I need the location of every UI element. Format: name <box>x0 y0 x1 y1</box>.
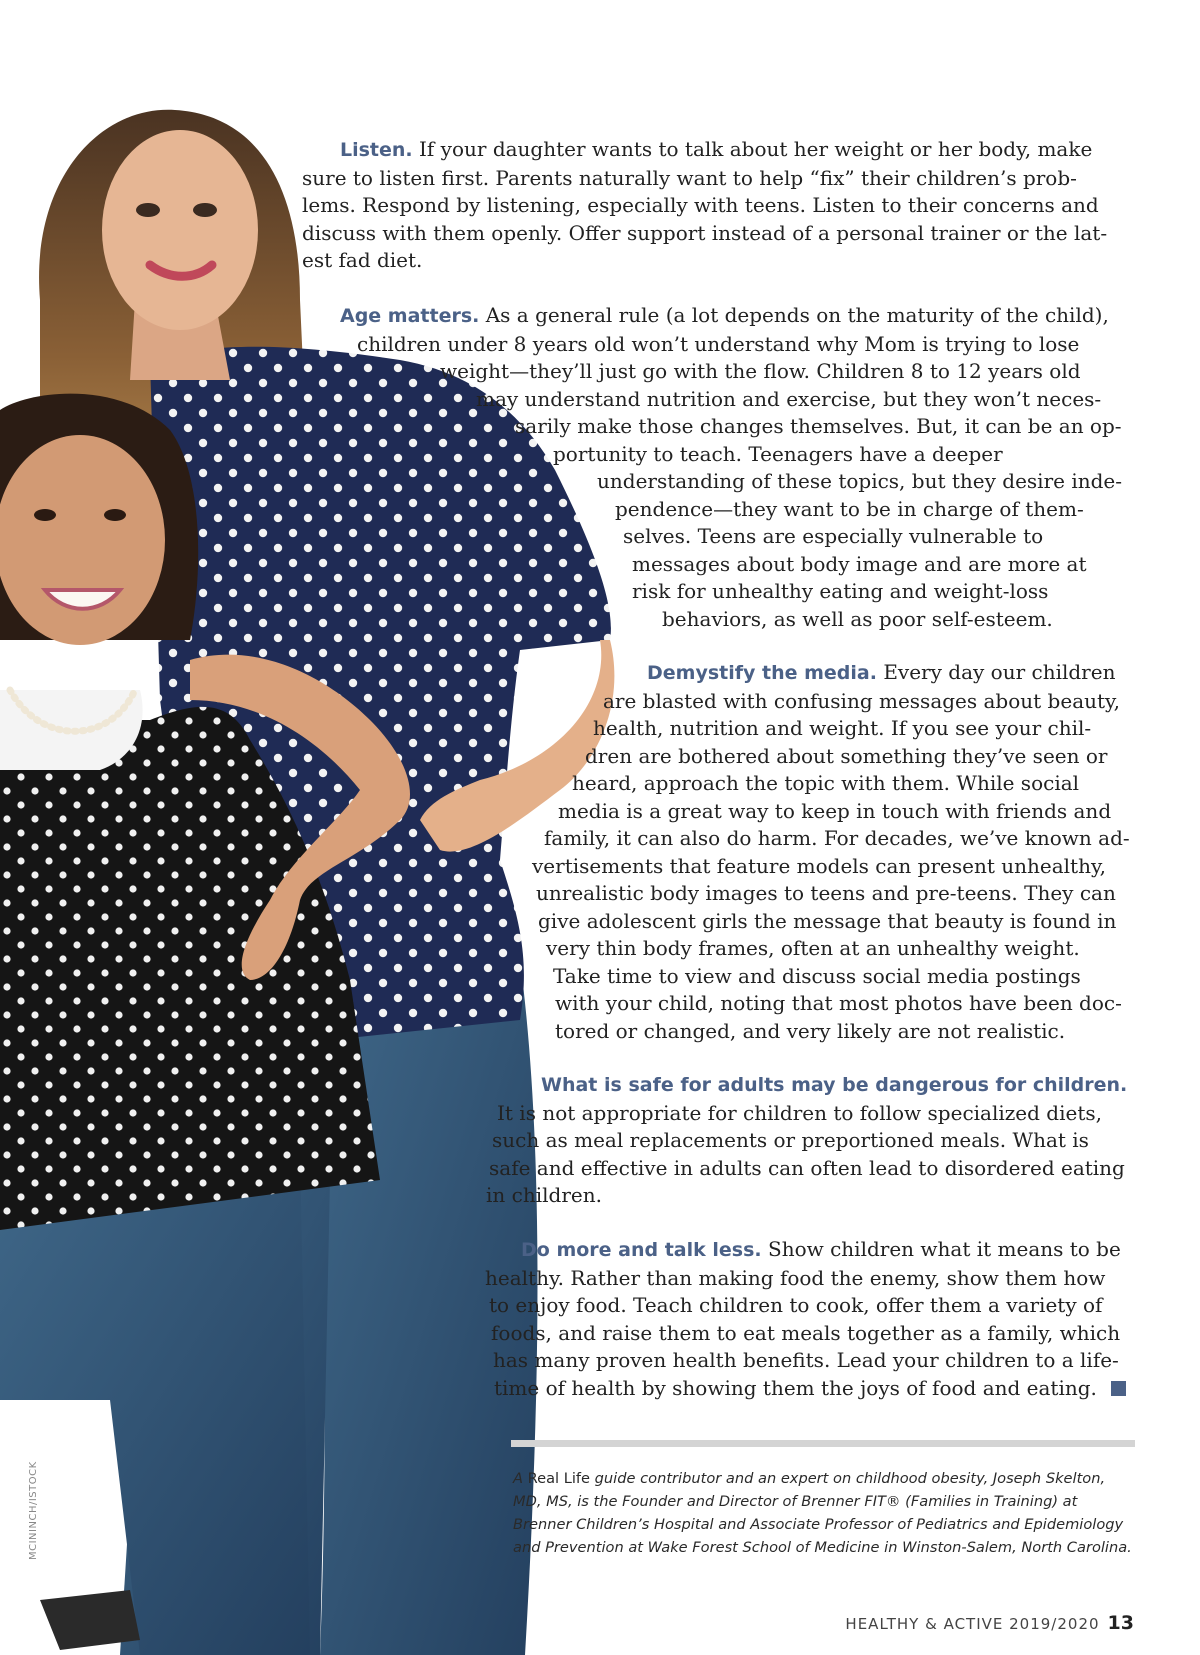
heading-do-more-talk-less: Do more and talk less. <box>521 1239 762 1261</box>
end-of-article-square-icon <box>1111 1381 1126 1396</box>
paragraph-do-more-talk-less: Do more and talk less. Show children what it means to be healthy. Rather than making food the enemy, show them how to enjoy food. Teach children to cook, offer them a variety of foods, and raise them to eat meals together as a family, which has many proven health benefits. Lead your children to a life- time of health by showing them the joys of food and eating. <box>0 1236 1126 1402</box>
heading-listen: Listen. <box>340 139 413 161</box>
paragraph-age-matters: Age matters. As a general rule (a lot depends on the maturity of the child), children under 8 years old won’t understand why Mom is trying to lose weight—they’ll just go with the flow. Children 8 to 12 years old may understand nutrition and exercise, but they won’t neces- sarily make those changes themselves. But, it can be an op- portunity to teach. Teenagers have a deeper understanding of these topics, but they desire inde- pendence—they want to be in charge of them- selves. Teens are especially vulnerable to messages about body image and are more at risk for unhealthy eating and weight-loss behaviors, as well as poor self-esteem. <box>340 303 1122 631</box>
paragraph-demystify-media: Demystify the media. Every day our children are blasted with confusing messages about beauty, health, nutrition and weight. If you see your chil- dren are bothered about something they’ve seen or heard, approach the topic with them. While social media is a great way to keep in touch with friends and family, it can also do harm. For decades, we’ve known ad- vertisements that feature models can present unhealthy, unrealistic body images to teens and pre-teens. They can give adolescent girls the message that beauty is found in very thin body frames, often at an unhealthy weight. Take time to view and discuss social media postings with your child, noting that most photos have been doc- tored or changed, and very likely are not realistic. <box>532 660 1130 1043</box>
heading-demystify-media: Demystify the media. <box>647 662 877 684</box>
paragraph-listen: Listen. If your daughter wants to talk about her weight or her body, make sure to listen first. Parents naturally want to help “fix” their children’s prob- lems. Respond by listening, especially with teens. Listen to their concerns and discuss with them openly. Offer support instead of a personal trainer or the lat- est fad diet. <box>302 137 1108 272</box>
page-folio <box>845 1612 1134 1634</box>
page-number: 13 <box>1107 1612 1134 1634</box>
heading-age-matters: Age matters. <box>340 305 480 327</box>
paragraph-safe-for-adults: What is safe for adults may be dangerous for children. It is not appropriate for children to follow specialized diets, such as meal replacements or preportioned meals. What is safe and effective in adults can often lead to disordered eating in children. <box>486 1074 1128 1207</box>
heading-safe-for-adults: What is safe for adults may be dangerous for children. <box>541 1074 1128 1096</box>
publication-folio-label: HEALTHY & ACTIVE 2019/2020 <box>845 1615 1100 1633</box>
bio-divider-rule <box>511 1440 1135 1447</box>
author-bio: A Real Life guide contributor and an expert on childhood obesity, Joseph Skelton, MD, MS, is the Founder and Director of Brenner FIT® (Families in Training) at Brenner Children’s Hospital and Associate Professor of Pediatrics and Epidemiology and Prevention at Wake Forest School of Medicine in Winston-Salem, North Carolina. <box>513 1470 1132 1556</box>
photo-credit: MCININCH/ISTOCK <box>28 1461 39 1560</box>
publication-name: Real Life <box>527 1470 591 1487</box>
